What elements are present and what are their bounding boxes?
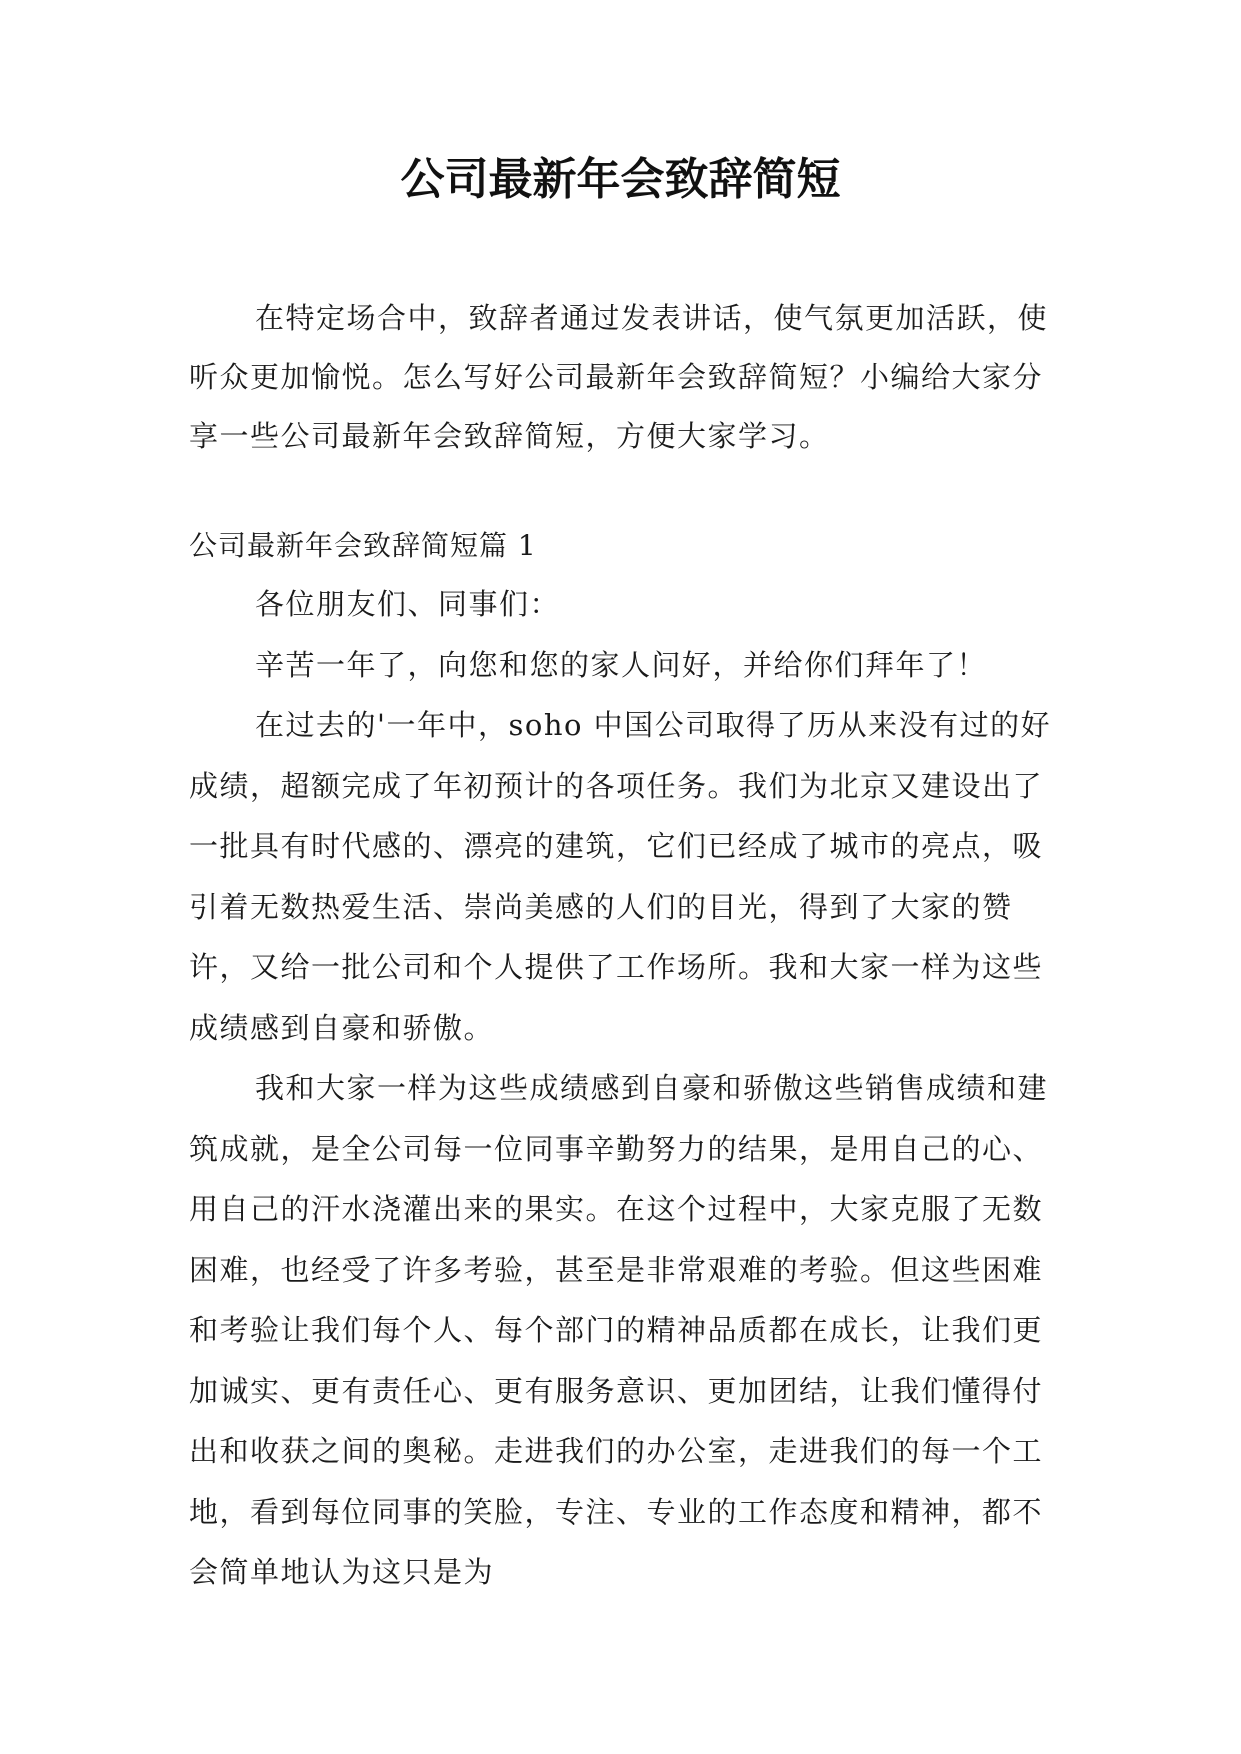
section-heading: 公司最新年会致辞简短篇 1 <box>189 529 537 562</box>
body-paragraph: 在过去的'一年中，soho 中国公司取得了历从来没有过的好成绩，超额完成了年初预计的各项任务。我们为北京又建设出了一批具有时代感的、漂亮的建筑，它们已经成了城市的亮点，吸引着无数热爱生活、崇尚美感的人们的目光，得到了大家的赞许，又给一批公司和个人提供了工作场所。我和大家一样为这些成绩感到自豪和骄傲。 <box>189 708 1052 1045</box>
intro-paragraph: 在特定场合中，致辞者通过发表讲话，使气氛更加活跃，使听众更加愉悦。怎么写好公司最新年会致辞简短？小编给大家分享一些公司最新年会致辞简短，方便大家学习。 <box>189 301 1049 453</box>
speech-body <box>189 574 1057 1603</box>
body-paragraph: 我和大家一样为这些成绩感到自豪和骄傲这些销售成绩和建筑成就，是全公司每一位同事辛勤努力的结果，是用自己的心、用自己的汗水浇灌出来的果实。在这个过程中，大家克服了无数困难，也经受了许多考验，甚至是非常艰难的考验。但这些困难和考验让我们每个人、每个部门的精神品质都在成长，让我们更加诚实、更有责任心、更有服务意识、更加团结，让我们懂得付出和收获之间的奥秘。走进我们的办公室，走进我们的每一个工地，看到每位同事的笑脸，专注、专业的工作态度和精神，都不会简单地认为这只是为 <box>189 1071 1049 1589</box>
salutation-paragraph: 各位朋友们、同事们： <box>255 587 561 621</box>
document-title: 公司最新年会致辞简短 <box>400 154 841 205</box>
greeting-paragraph: 辛苦一年了，向您和您的家人问好，并给你们拜年了！ <box>255 647 988 682</box>
